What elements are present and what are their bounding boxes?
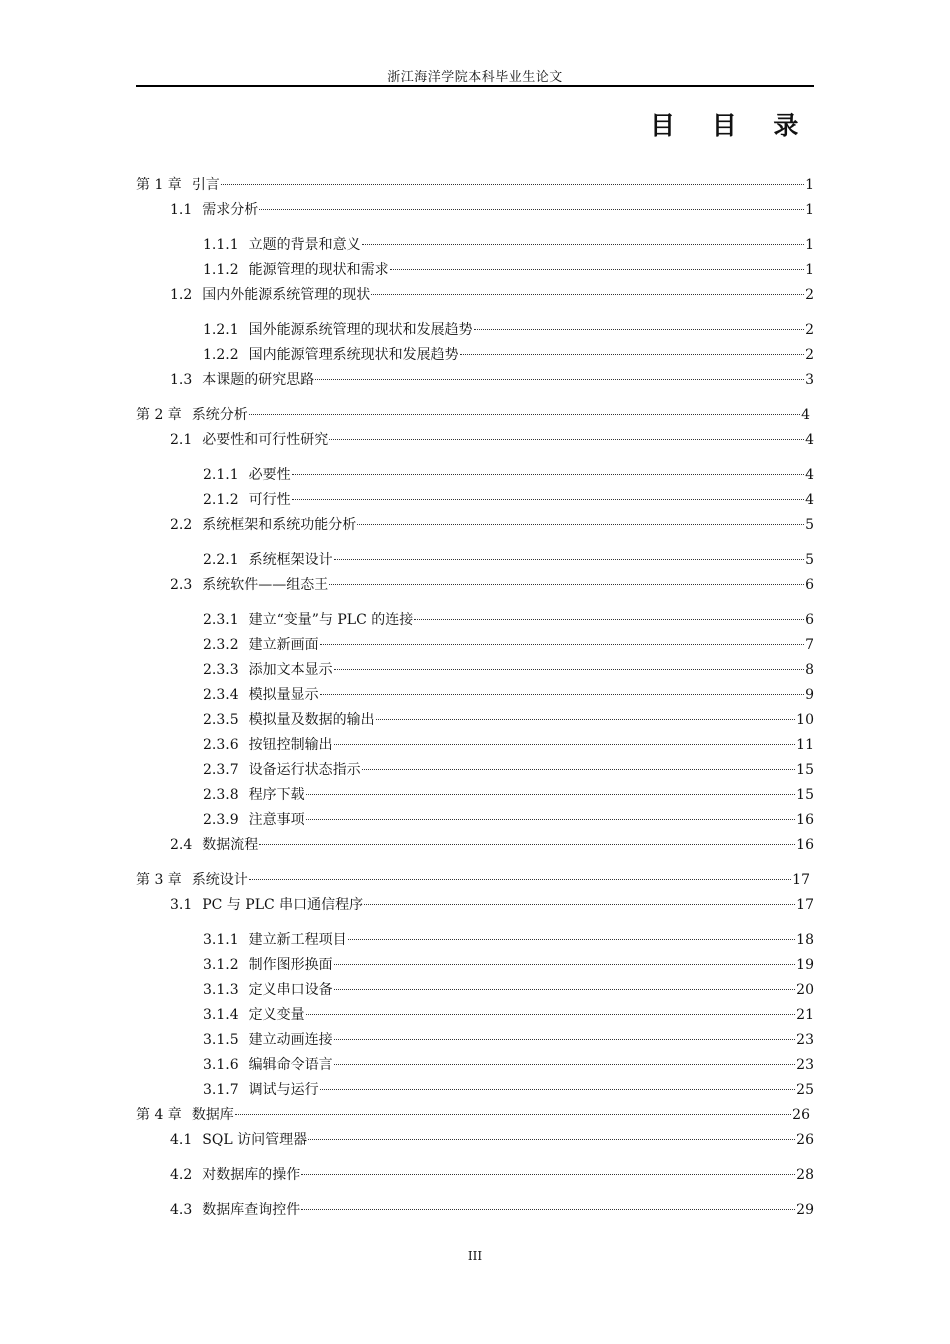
toc-entry-title: 需求分析 (202, 202, 259, 218)
toc-entry-page: 17 (792, 872, 810, 888)
toc-entry-title: 定义串口设备 (248, 982, 333, 998)
toc-entry-number: 1.1.1 (203, 237, 239, 253)
toc-entry-number: 2.3.1 (203, 612, 239, 628)
dot-leader (362, 244, 804, 245)
toc-entry-page: 18 (796, 932, 814, 948)
toc-entry-number: 3.1.6 (203, 1057, 239, 1073)
toc-entry-number: 2.3.3 (203, 662, 239, 678)
toc-entry-title: 模拟量及数据的输出 (248, 712, 375, 728)
toc-entry-number: 4.1 (170, 1132, 193, 1148)
dot-leader (292, 499, 804, 500)
toc-entry[interactable] (203, 345, 814, 365)
toc-entry-number: 2.1 (170, 432, 193, 448)
toc-entry-page: 5 (805, 517, 814, 533)
toc-entry[interactable] (203, 735, 814, 755)
dot-leader (320, 1089, 796, 1090)
toc-entry-page: 1 (805, 177, 814, 193)
toc-entry[interactable] (136, 1105, 810, 1125)
toc-entry[interactable] (203, 980, 814, 1000)
toc-entry-number: 4.3 (170, 1202, 193, 1218)
toc-entry-title: 系统分析 (191, 407, 248, 423)
toc-entry[interactable] (170, 200, 814, 220)
toc-entry-page: 26 (796, 1132, 814, 1148)
toc-entry-number: 2.3.4 (203, 687, 239, 703)
dot-leader (334, 744, 796, 745)
toc-entry-page: 16 (796, 837, 814, 853)
toc-entry-page: 21 (796, 1007, 814, 1023)
toc-entry-number: 3.1.5 (203, 1032, 239, 1048)
toc-entry-number: 1.2.2 (203, 347, 239, 363)
toc-entry-title: 定义变量 (248, 1007, 305, 1023)
toc-entry[interactable] (203, 810, 814, 830)
toc-entry-title: 国内能源管理系统现状和发展趋势 (248, 347, 459, 363)
toc-entry-number: 第 3 章 (136, 872, 182, 888)
dot-leader (390, 269, 804, 270)
dot-leader (235, 1114, 791, 1115)
dot-leader (414, 619, 804, 620)
toc-entry[interactable] (203, 1055, 814, 1075)
toc-entry-title: PC 与 PLC 串口通信程序 (202, 897, 364, 913)
toc-entry[interactable] (203, 1080, 814, 1100)
toc-entry-title: 制作图形换面 (248, 957, 333, 973)
dot-leader (306, 819, 796, 820)
toc-entry-title: 系统框架设计 (248, 552, 333, 568)
toc-entry-page: 1 (805, 202, 814, 218)
toc-entry-number: 1.1 (170, 202, 193, 218)
toc-entry[interactable] (170, 1130, 814, 1150)
dot-leader (460, 354, 804, 355)
toc-entry-page: 25 (796, 1082, 814, 1098)
toc-entry-number: 2.2.1 (203, 552, 239, 568)
toc-entry[interactable] (203, 930, 814, 950)
toc-entry-page: 15 (796, 787, 814, 803)
toc-entry-title: 系统框架和系统功能分析 (202, 517, 357, 533)
toc-entry-number: 3.1 (170, 897, 193, 913)
dot-leader (320, 644, 804, 645)
toc-entry-title: 对数据库的操作 (202, 1167, 301, 1183)
toc-entry[interactable] (170, 515, 814, 535)
toc-entry-page: 2 (805, 287, 814, 303)
dot-leader (329, 584, 804, 585)
toc-entry-page: 1 (805, 237, 814, 253)
dot-leader (320, 694, 804, 695)
toc-entry-title: 可行性 (248, 492, 291, 508)
toc-entry-title: 设备运行状态指示 (248, 762, 361, 778)
toc-entry[interactable] (203, 320, 814, 340)
toc-entry-number: 1.3 (170, 372, 193, 388)
toc-entry-page: 23 (796, 1057, 814, 1073)
toc-entry-title: 系统设计 (191, 872, 248, 888)
toc-entry-title: 立题的背景和意义 (248, 237, 361, 253)
toc-entry-title: 本课题的研究思路 (202, 372, 315, 388)
dot-leader (329, 439, 804, 440)
toc-entry-title: 系统软件——组态王 (202, 577, 329, 593)
toc-entry-title: 建立“变量”与 PLC 的连接 (248, 612, 414, 628)
toc-entry-page: 4 (805, 492, 814, 508)
dot-leader (371, 294, 804, 295)
toc-entry[interactable] (203, 465, 814, 485)
dot-leader (301, 1174, 795, 1175)
toc-entry-number: 2.3.9 (203, 812, 239, 828)
toc-entry[interactable] (203, 760, 814, 780)
toc-entry-number: 1.1.2 (203, 262, 239, 278)
toc-entry[interactable] (203, 955, 814, 975)
toc-entry[interactable] (203, 685, 814, 705)
toc-entry-title: 建立动画连接 (248, 1032, 333, 1048)
toc-entry-number: 2.3.2 (203, 637, 239, 653)
toc-entry[interactable] (203, 1005, 814, 1025)
dot-leader (306, 1014, 796, 1015)
toc-entry-page: 28 (796, 1167, 814, 1183)
toc-entry[interactable] (136, 870, 810, 890)
toc-entry-title: 调试与运行 (248, 1082, 319, 1098)
toc-entry-title: 数据流程 (202, 837, 259, 853)
toc-entry-title: 国外能源系统管理的现状和发展趋势 (248, 322, 473, 338)
toc-entry[interactable] (136, 405, 810, 425)
toc-entry-page: 4 (801, 407, 810, 423)
toc-entry[interactable] (203, 260, 814, 280)
toc-entry-number: 2.3.6 (203, 737, 239, 753)
dot-leader (259, 844, 795, 845)
dot-leader (334, 989, 796, 990)
toc-entry-page: 10 (796, 712, 814, 728)
toc-entry-page: 19 (796, 957, 814, 973)
toc-entry-number: 3.1.7 (203, 1082, 239, 1098)
toc-entry-page: 7 (805, 637, 814, 653)
dot-leader (292, 474, 804, 475)
dot-leader (334, 964, 796, 965)
running-header: 浙江海洋学院本科毕业生论文 (387, 70, 563, 85)
toc-entry-page: 6 (805, 612, 814, 628)
toc-entry-title: 建立新画面 (248, 637, 319, 653)
toc-entry[interactable] (170, 575, 814, 595)
dot-leader (376, 719, 796, 720)
toc-entry[interactable] (170, 285, 814, 305)
dot-leader (308, 1139, 795, 1140)
toc-entry-page: 17 (796, 897, 814, 913)
toc-entry-number: 第 1 章 (136, 177, 182, 193)
toc-entry-page: 26 (792, 1107, 810, 1123)
toc-entry-number: 2.3 (170, 577, 193, 593)
toc-entry-page: 11 (796, 737, 814, 753)
toc-entry-title: 编辑命令语言 (248, 1057, 333, 1073)
toc-entry-number: 2.1.2 (203, 492, 239, 508)
dot-leader (364, 904, 795, 905)
toc-entry[interactable] (203, 235, 814, 255)
toc-entry-page: 15 (796, 762, 814, 778)
toc-title: 目 目 录 (650, 111, 813, 140)
toc-entry-page: 23 (796, 1032, 814, 1048)
toc-entry[interactable] (170, 895, 814, 915)
dot-leader (357, 524, 804, 525)
toc-entry-page: 9 (805, 687, 814, 703)
toc-entry-title: 注意事项 (248, 812, 305, 828)
toc-entry-title: 按钮控制输出 (248, 737, 333, 753)
toc-entry-number: 3.1.4 (203, 1007, 239, 1023)
page-number: III (467, 1249, 483, 1263)
toc-entry-page: 29 (796, 1202, 814, 1218)
toc-entry[interactable] (170, 835, 814, 855)
toc-entry-title: 能源管理的现状和需求 (248, 262, 389, 278)
toc-entry[interactable] (170, 370, 814, 390)
toc-entry[interactable] (136, 175, 814, 195)
toc-entry-title: 数据库查询控件 (202, 1202, 301, 1218)
toc-entry[interactable] (203, 660, 814, 680)
dot-leader (249, 414, 800, 415)
toc-entry-number: 3.1.2 (203, 957, 239, 973)
dot-leader (474, 329, 804, 330)
toc-entry[interactable] (170, 1200, 814, 1220)
dot-leader (301, 1209, 795, 1210)
dot-leader (334, 1039, 796, 1040)
toc-entry-page: 5 (805, 552, 814, 568)
toc-entry-title: 程序下载 (248, 787, 305, 803)
dot-leader (334, 559, 804, 560)
toc-entry-title: 必要性和可行性研究 (202, 432, 329, 448)
toc-entry-number: 第 2 章 (136, 407, 182, 423)
toc-entry-number: 2.3.7 (203, 762, 239, 778)
dot-leader (334, 1064, 796, 1065)
toc-entry[interactable] (170, 430, 814, 450)
toc-entry-page: 6 (805, 577, 814, 593)
toc-entry-number: 2.2 (170, 517, 193, 533)
toc-entry-page: 8 (805, 662, 814, 678)
toc-entry-page: 20 (796, 982, 814, 998)
toc-entry-number: 2.3.8 (203, 787, 239, 803)
toc-entry-title: 建立新工程项目 (248, 932, 347, 948)
toc-entry-number: 1.2 (170, 287, 193, 303)
toc-entry[interactable] (203, 550, 814, 570)
toc-entry-title: 数据库 (191, 1107, 234, 1123)
toc-entry-number: 3.1.3 (203, 982, 239, 998)
toc-entry-number: 2.4 (170, 837, 193, 853)
toc-entry-number: 2.3.5 (203, 712, 239, 728)
dot-leader (306, 794, 796, 795)
dot-leader (221, 184, 804, 185)
toc-entry-number: 4.2 (170, 1167, 193, 1183)
toc-entry[interactable] (170, 1165, 814, 1185)
toc-entry-title: 国内外能源系统管理的现状 (202, 287, 371, 303)
toc-entry-page: 4 (805, 432, 814, 448)
toc-entry[interactable] (203, 785, 814, 805)
dot-leader (334, 669, 804, 670)
toc-entry-number: 1.2.1 (203, 322, 239, 338)
toc-entry-title: 模拟量显示 (248, 687, 319, 703)
toc-entry[interactable] (203, 635, 814, 655)
toc-entry-title: 添加文本显示 (248, 662, 333, 678)
toc-entry[interactable] (203, 1030, 814, 1050)
toc-entry-page: 2 (805, 322, 814, 338)
toc-entry-page: 2 (805, 347, 814, 363)
dot-leader (259, 209, 804, 210)
toc-entry-page: 16 (796, 812, 814, 828)
toc-entry[interactable] (203, 610, 814, 630)
toc-entry-page: 3 (805, 372, 814, 388)
toc-entry-title: 引言 (191, 177, 220, 193)
toc-entry-page: 4 (805, 467, 814, 483)
toc-entry-number: 2.1.1 (203, 467, 239, 483)
toc-entry-number: 3.1.1 (203, 932, 239, 948)
dot-leader (362, 769, 796, 770)
dot-leader (348, 939, 796, 940)
header-rule (136, 85, 814, 87)
toc-entry[interactable] (203, 710, 814, 730)
toc-entry-page: 1 (805, 262, 814, 278)
dot-leader (315, 379, 804, 380)
dot-leader (249, 879, 791, 880)
toc-entry-number: 第 4 章 (136, 1107, 182, 1123)
toc-entry-title: 必要性 (248, 467, 291, 483)
toc-entry[interactable] (203, 490, 814, 510)
toc-entry-title: SQL 访问管理器 (202, 1132, 308, 1148)
